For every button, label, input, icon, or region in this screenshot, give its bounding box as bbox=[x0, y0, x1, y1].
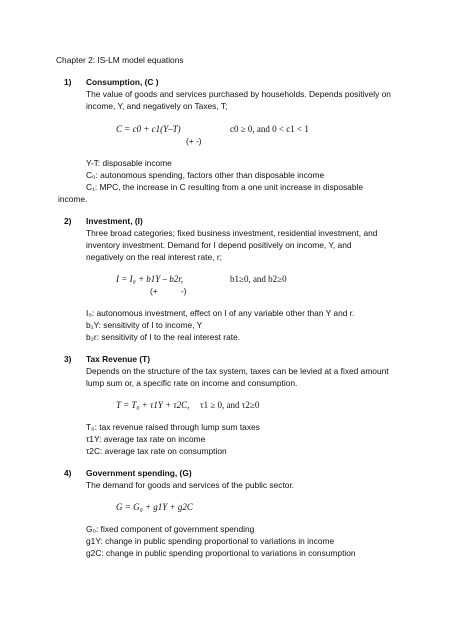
section-number: 1) bbox=[64, 77, 72, 87]
section-number: 3) bbox=[64, 354, 72, 364]
section-description-line: The value of goods and services purchased by households. Depends positively on bbox=[86, 89, 391, 99]
equation-signs: (+ -) bbox=[186, 136, 202, 146]
note-line: C₀: autonomous spending, factors other than disposable income bbox=[86, 170, 325, 180]
equation-signs: (+ -) bbox=[150, 286, 187, 296]
note-line: τ1Y: average tax rate on income bbox=[86, 434, 206, 444]
note-line: T₀: tax revenue raised through lump sum taxes bbox=[86, 422, 260, 432]
note-line: τ2C: average tax rate on consumption bbox=[86, 446, 227, 456]
note-line: b₂r: sensitivity of I to the real interest rate. bbox=[86, 332, 241, 342]
section-description-line: negatively on the real interest rate, r; bbox=[86, 252, 222, 262]
note-line: g2C: change in public spending proportional to variations in consumption bbox=[86, 548, 356, 558]
equation: G = G₀ + g1Y + g2C bbox=[116, 502, 193, 512]
section-number: 4) bbox=[64, 468, 72, 478]
section-description-line: The demand for goods and services of the public sector. bbox=[86, 480, 295, 490]
section-heading: Investment, (I) bbox=[86, 216, 143, 226]
note-line: G₀: fixed component of government spending bbox=[86, 524, 255, 534]
equation-condition: c0 ≥ 0, and 0 < c1 < 1 bbox=[230, 124, 309, 134]
equation: T = T₀ + τ1Y + τ2C, bbox=[116, 400, 190, 410]
section-description-line: income, Y, and negatively on Taxes, T; bbox=[86, 101, 228, 111]
section-description-line: inventory investment. Demand for I depend positively on income, Y, and bbox=[86, 240, 352, 250]
page-title: Chapter 2: IS-LM model equations bbox=[56, 55, 184, 65]
equation-condition: τ1 ≥ 0, and τ2≥0 bbox=[200, 400, 260, 410]
equation: I = I₀ + b1Y – b2r, bbox=[116, 274, 184, 284]
section-description-line: lump sum or, a specific rate on income and consumption. bbox=[86, 378, 298, 388]
equation: C = c0 + c1(Y–T) bbox=[116, 124, 181, 134]
section-number: 2) bbox=[64, 216, 72, 226]
equation-condition: b1≥0, and b2≥0 bbox=[230, 274, 287, 284]
section-description-line: Three broad categories; fixed business investment, residential investment, and bbox=[86, 228, 378, 238]
note-line: income. bbox=[58, 194, 88, 204]
note-line: C₁: MPC, the increase in C resulting from a one unit increase in disposable bbox=[86, 182, 364, 192]
note-line: g1Y: change in public spending proportional to variations in income bbox=[86, 536, 335, 546]
section-heading: Tax Revenue (T) bbox=[86, 354, 151, 364]
section-heading: Consumption, (C ) bbox=[86, 77, 159, 87]
section-heading: Government spending, (G) bbox=[86, 468, 192, 478]
note-line: b₁Y: sensitivity of I to income, Y bbox=[86, 320, 203, 330]
note-line: I₀: autonomous investment, effect on I of any variable other than Y and r. bbox=[86, 308, 355, 318]
note-line: Y-T: disposable income bbox=[86, 158, 172, 168]
section-description-line: Depends on the structure of the tax system, taxes can be levied at a fixed amount bbox=[86, 366, 389, 376]
